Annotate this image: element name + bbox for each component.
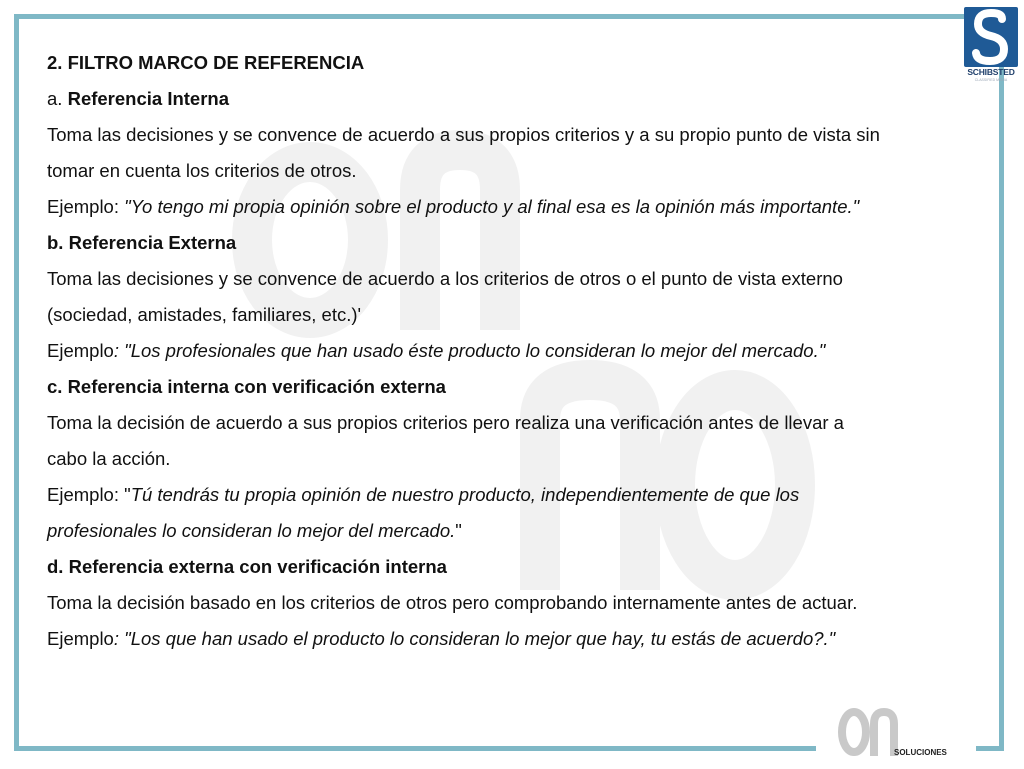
subsection-a-desc: Toma las decisiones y se convence de acuerdo a sus propios criterios y a su propio punto de vista sin [47, 124, 880, 145]
subsection-c-example: profesionales lo consideran lo mejor del mercado." [47, 520, 462, 541]
subsection-c-example: Ejemplo: "Tú tendrás tu propia opinión de nuestro producto, independientemente de que los [47, 484, 800, 505]
subsection-d-desc: Toma la decisión basado en los criterios de otros pero comprobando internamente antes de actuar. [47, 592, 858, 613]
subsection-a-desc: tomar en cuenta los criterios de otros. [47, 160, 357, 181]
subsection-c-desc: cabo la acción. [47, 448, 171, 469]
subsection-b-desc: Toma las decisiones y se convence de acuerdo a los criterios de otros o el punto de vista externo [47, 268, 843, 289]
schibsted-tagline: CLASSIFIED MEDIA [974, 78, 1008, 82]
subsection-a-heading: a. Referencia Interna [47, 88, 230, 109]
schibsted-logo [964, 7, 1018, 85]
subsection-a-example: Ejemplo: "Yo tengo mi propia opinión sobre el producto y al final esa es la opinión más importante." [47, 196, 860, 217]
subsection-b-example: Ejemplo: "Los profesionales que han usado éste producto lo consideran lo mejor del mercado." [47, 340, 826, 361]
subsection-c-desc: Toma la decisión de acuerdo a sus propios criterios pero realiza una verificación antes de llevar a [47, 412, 844, 433]
section-title: 2. FILTRO MARCO DE REFERENCIA [47, 52, 365, 73]
schibsted-wordmark: SCHIBSTED [967, 67, 1015, 77]
subsection-d-example: Ejemplo: "Los que han usado el producto lo consideran lo mejor que hay, tu estás de acuerdo?." [47, 628, 836, 649]
subsection-b-heading: b. Referencia Externa [47, 232, 237, 253]
subsection-c-heading: c. Referencia interna con verificación externa [47, 376, 446, 397]
schibsted-s-icon [964, 7, 1018, 67]
subsection-d-heading: d. Referencia externa con verificación interna [47, 556, 447, 577]
subsection-b-desc: (sociedad, amistades, familiares, etc.)' [47, 304, 362, 325]
on-soluciones-logo [832, 704, 972, 764]
soluciones-label: SOLUCIONES [894, 748, 947, 757]
